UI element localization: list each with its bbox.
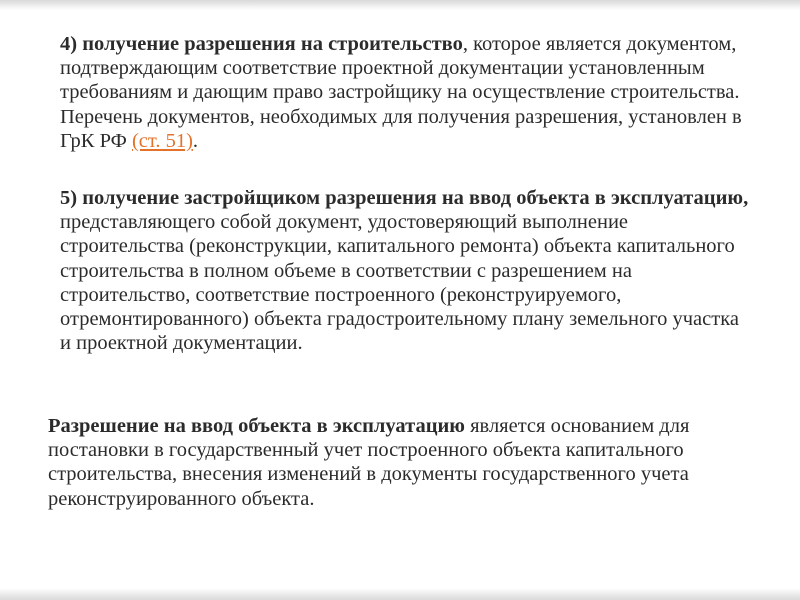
commissioning-basis-heading: Разрешение на ввод объекта в эксплуатацию — [48, 415, 465, 437]
paragraph-commissioning-basis — [48, 414, 753, 511]
commissioning-permit-heading: 5) получение застройщиком разрешения на ввод объекта в эксплуатацию, — [60, 187, 749, 209]
paragraph-building-permit — [60, 32, 750, 153]
article-51-link[interactable]: (ст. 51) — [131, 129, 193, 152]
building-permit-text: , которое является документом, подтверждающим соответствие проектной документации установленным требованиям и дающим право застройщику на осуществление строительства. Перечень документов, необходимых для получения разрешения, установлен в ГрК РФ — [60, 33, 742, 152]
commissioning-permit-text: представляющего собой документ, удостоверяющий выполнение строительства (реконструкции, капитального ремонта) объекта капитального строительства в полном объеме в соответствии с разрешением на строительство, соответствие построенного (реконструируемого, отремонтированного) объекта градостроительному плану земельного участка и проектной документации. — [60, 211, 739, 355]
building-permit-end: . — [192, 129, 199, 152]
building-permit-heading: 4) получение разрешения на строительство — [60, 33, 463, 55]
commissioning-basis-text: является основанием для постановки в государственный учет построенного объекта капитального строительства, внесения изменений в документы государственного учета реконструированного объекта. — [48, 415, 690, 510]
bottom-frame-shadow — [0, 588, 800, 600]
paragraph-commissioning-permit — [60, 186, 750, 355]
